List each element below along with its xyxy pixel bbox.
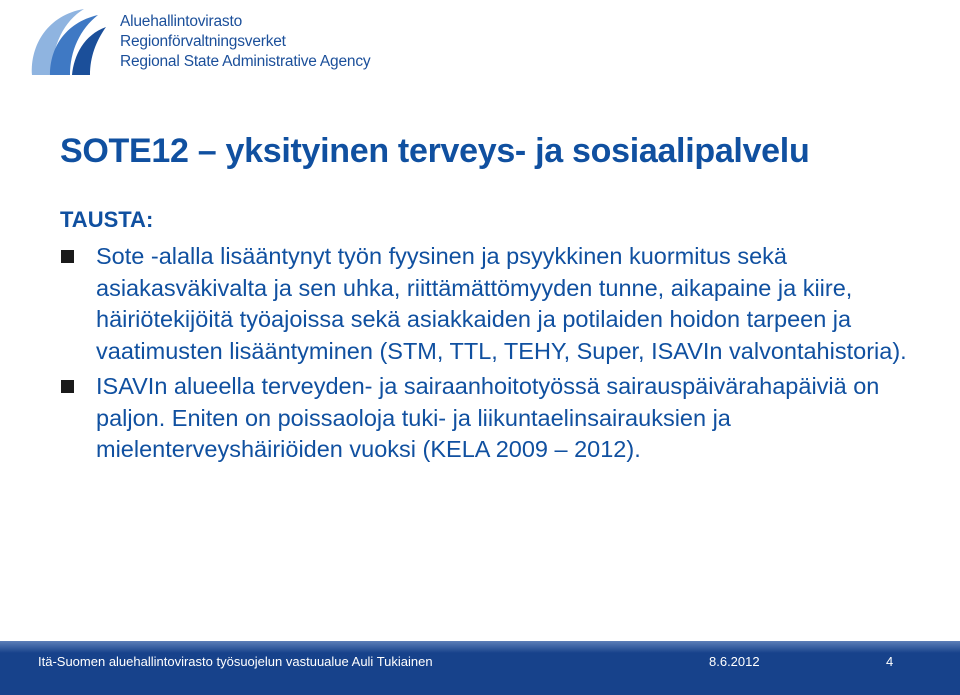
square-bullet-icon — [61, 380, 74, 393]
footer-organization: Itä-Suomen aluehallintovirasto työsuojelun vastuualue Auli Tukiainen — [38, 654, 433, 669]
page-number: 4 — [886, 654, 894, 669]
slide-footer — [0, 641, 960, 695]
org-name-fi: Aluehallintovirasto — [120, 13, 242, 30]
org-names — [120, 12, 370, 72]
footer-gradient-band — [0, 641, 960, 653]
bullet-text: Sote -alalla lisääntynyt työn fyysinen ja psyykkinen kuormitus sekä asiakasväkivalta ja sen uhka, riittämättömyyden tunne, aikapaine ja kiire, häiriötekijöitä työajoissa sekä asiakkaiden ja potilaiden hoidon tarpeen ja vaatimusten lisääntyminen (STM, TTL, TEHY, Super, ISAVIn valvontahistoria). — [96, 243, 907, 364]
agency-swoosh-logo-icon — [26, 5, 110, 79]
org-name-sv: Regionförvaltningsverket — [120, 33, 286, 50]
list-item — [60, 371, 920, 466]
bullet-list — [60, 241, 920, 470]
footer-date: 8.6.2012 — [709, 654, 760, 669]
square-bullet-icon — [61, 250, 74, 263]
org-name-en: Regional State Administrative Agency — [120, 53, 371, 70]
section-heading: TAUSTA: — [60, 207, 154, 232]
slide-title: SOTE12 – yksityinen terveys- ja sosiaalipalvelu — [60, 132, 810, 170]
bullet-text: ISAVIn alueella terveyden- ja sairaanhoitotyössä sairauspäivärahapäiviä on paljon. Eniten on poissaoloja tuki- ja liikuntaelinsairauksien ja mielenterveyshäiriöiden vuoksi (KELA 2009 – 2012). — [96, 373, 880, 462]
list-item — [60, 241, 920, 367]
